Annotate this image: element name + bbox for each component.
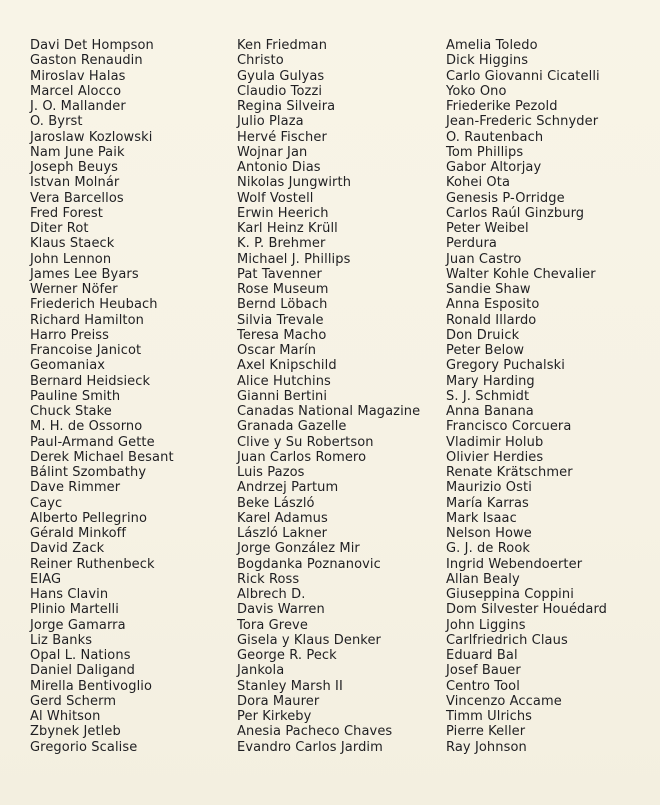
- name-entry: Beke László: [237, 495, 315, 511]
- name-entry: Cayc: [30, 495, 63, 511]
- name-entry: Chuck Stake: [30, 404, 112, 419]
- name-entry: Karel Adamus: [237, 510, 328, 526]
- name-entry: O. Byrst: [30, 114, 83, 130]
- name-entry: Peter Weibel: [446, 221, 529, 236]
- name-entry: Anesia Pacheco Chaves: [237, 724, 393, 740]
- name-entry: Fred Forest: [30, 205, 103, 221]
- name-entry: Andrzej Partum: [237, 480, 339, 496]
- name-entry: Juan Castro: [446, 251, 522, 267]
- name-entry: Harro Preiss: [30, 327, 110, 343]
- name-entry: Allan Bealy: [446, 571, 520, 587]
- name-entry: Sandie Shaw: [446, 282, 531, 297]
- name-entry: Ingrid Webendoerter: [446, 556, 583, 572]
- name-entry: Anna Banana: [446, 404, 534, 419]
- name-entry: Oscar Marín: [237, 343, 317, 358]
- name-entry: Josef Bauer: [446, 663, 521, 679]
- name-entry: Wojnar Jan: [237, 144, 308, 160]
- name-entry: Mirella Bentivoglio: [30, 678, 153, 694]
- name-entry: Miroslav Halas: [30, 68, 126, 84]
- name-entry: Gianni Bertini: [237, 388, 328, 404]
- name-entry: Tom Phillips: [446, 144, 524, 160]
- name-column-3: [446, 38, 607, 755]
- name-entry: Istvan Molnár: [30, 175, 120, 191]
- name-entry: Friederike Pezold: [446, 99, 558, 114]
- name-entry: Kohei Ota: [446, 175, 511, 191]
- name-entry: Gerd Scherm: [30, 693, 117, 709]
- name-entry: Pauline Smith: [30, 388, 121, 404]
- name-entry: Nam June Paik: [30, 144, 125, 160]
- name-entry: Gabor Altorjay: [446, 160, 542, 175]
- name-entry: Centro Tool: [446, 678, 520, 694]
- name-entry: Vincenzo Accame: [446, 693, 562, 709]
- name-entry: Gregory Puchalski: [446, 358, 565, 374]
- name-entry: Karl Heinz Krüll: [237, 221, 338, 236]
- name-entry: Dick Higgins: [446, 53, 529, 69]
- name-entry: S. J. Schmidt: [446, 388, 530, 404]
- name-entry: Bernd Löbach: [237, 297, 328, 313]
- name-entry: Clive y Su Robertson: [237, 434, 374, 450]
- name-entry: Alberto Pellegrino: [30, 510, 148, 526]
- name-entry: Francisco Corcuera: [446, 419, 572, 435]
- name-entry: M. H. de Ossorno: [30, 419, 143, 435]
- name-entry: Dom Silvester Houédard: [446, 602, 608, 618]
- name-entry: Michael J. Phillips: [237, 251, 351, 267]
- name-entry: George R. Peck: [237, 648, 337, 663]
- name-entry: Juan Carlos Romero: [237, 449, 367, 465]
- name-entry: J. O. Mallander: [30, 99, 126, 114]
- name-entry: Walter Kohle Chevalier: [446, 266, 596, 282]
- name-entry: Pat Tavenner: [237, 266, 322, 282]
- name-entry: Klaus Staeck: [30, 236, 115, 252]
- name-entry: Per Kirkeby: [237, 709, 312, 724]
- name-entry: Diter Rot: [30, 221, 89, 236]
- name-entry: Anna Esposito: [446, 297, 540, 313]
- name-entry: Mary Harding: [446, 373, 535, 389]
- name-entry: Zbynek Jetleb: [30, 724, 121, 740]
- name-entry: Peter Below: [446, 343, 525, 358]
- name-entry: Don Druick: [446, 327, 520, 343]
- name-entry: Regina Silveira: [237, 99, 336, 114]
- name-entry: Vladimir Holub: [446, 434, 544, 450]
- name-entry: Gyula Gulyas: [237, 68, 325, 84]
- name-entry: Christo: [237, 53, 284, 69]
- name-entry: Evandro Carlos Jardim: [237, 739, 383, 755]
- name-entry: Teresa Macho: [237, 327, 327, 343]
- name-entry: Davis Warren: [237, 602, 325, 618]
- name-entry: Derek Michael Besant: [30, 449, 174, 465]
- name-entry: John Lennon: [30, 251, 112, 267]
- name-entry: Luis Pazos: [237, 465, 305, 480]
- name-entry: Carlo Giovanni Cicatelli: [446, 68, 600, 84]
- name-entry: EIAG: [30, 571, 62, 587]
- name-entry: Gregorio Scalise: [30, 739, 138, 755]
- name-entry: Granada Gazelle: [237, 419, 347, 435]
- name-entry: Carlos Raúl Ginzburg: [446, 205, 585, 221]
- name-entry: Al Whitson: [30, 709, 101, 724]
- name-entry: Carlfriedrich Claus: [446, 632, 568, 648]
- name-entry: Bogdanka Poznanovic: [237, 556, 381, 572]
- name-entry: Reiner Ruthenbeck: [30, 556, 155, 572]
- name-column-1: [30, 38, 174, 755]
- name-entry: Amelia Toledo: [446, 38, 538, 53]
- name-entry: Nikolas Jungwirth: [237, 175, 352, 191]
- name-entry: Opal L. Nations: [30, 648, 131, 663]
- name-entry: Paul-Armand Gette: [30, 434, 155, 450]
- name-entry: Olivier Herdies: [446, 449, 544, 465]
- name-entry: Geomaniax: [30, 358, 106, 374]
- name-entry: K. P. Brehmer: [237, 236, 326, 252]
- name-entry: John Liggins: [446, 617, 526, 633]
- name-entry: László Lakner: [237, 526, 328, 541]
- name-entry: Rose Museum: [237, 282, 329, 297]
- name-entry: Marcel Alocco: [30, 83, 122, 99]
- name-entry: Dave Rimmer: [30, 480, 121, 496]
- name-entry: Bálint Szombathy: [30, 465, 147, 480]
- name-entry: Francoise Janicot: [30, 343, 142, 358]
- name-entry: Axel Knipschild: [237, 358, 337, 374]
- name-entry: Gaston Renaudin: [30, 53, 143, 69]
- name-entry: Liz Banks: [30, 632, 93, 648]
- name-entry: Genesis P-Orridge: [446, 190, 565, 206]
- name-entry: James Lee Byars: [30, 266, 139, 282]
- name-entry: Hervé Fischer: [237, 129, 327, 145]
- name-entry: Maurizio Osti: [446, 480, 532, 496]
- name-entry: Eduard Bal: [446, 648, 518, 663]
- name-entry: Davi Det Hompson: [30, 38, 154, 53]
- name-entry: Friederich Heubach: [30, 297, 158, 313]
- name-entry: Tora Greve: [237, 617, 308, 633]
- name-entry: Julio Plaza: [237, 114, 304, 130]
- name-entry: Silvia Trevale: [237, 312, 324, 328]
- name-entry: Ken Friedman: [237, 38, 328, 53]
- name-entry: Dora Maurer: [237, 693, 320, 709]
- name-entry: Ronald Illardo: [446, 312, 537, 328]
- name-entry: María Karras: [446, 495, 529, 511]
- name-entry: Werner Nöfer: [30, 282, 118, 297]
- name-entry: Gérald Minkoff: [30, 526, 127, 541]
- name-entry: Bernard Heidsieck: [30, 373, 151, 389]
- name-entry: Nelson Howe: [446, 526, 532, 541]
- name-entry: Perdura: [446, 236, 497, 252]
- name-entry: Jaroslaw Kozlowski: [30, 129, 153, 145]
- name-column-2: [237, 38, 420, 755]
- name-entry: Alice Hutchins: [237, 373, 331, 389]
- name-entry: Daniel Daligand: [30, 663, 135, 679]
- name-entry: Jankola: [237, 663, 285, 679]
- name-entry: Mark Isaac: [446, 510, 517, 526]
- name-entry: Wolf Vostell: [237, 190, 314, 206]
- name-entry: Stanley Marsh II: [237, 678, 343, 694]
- name-entry: Hans Clavin: [30, 587, 109, 602]
- name-entry: Canadas National Magazine: [237, 404, 421, 419]
- name-entry: Jorge Gamarra: [30, 617, 126, 633]
- name-entry: Pierre Keller: [446, 724, 526, 740]
- name-entry: Ray Johnson: [446, 739, 527, 755]
- name-entry: Albrech D.: [237, 587, 306, 602]
- name-entry: Giuseppina Coppini: [446, 587, 574, 602]
- name-entry: Antonio Dias: [237, 160, 321, 175]
- name-entry: Vera Barcellos: [30, 190, 124, 206]
- name-entry: Plinio Martelli: [30, 602, 119, 618]
- name-entry: Joseph Beuys: [30, 160, 119, 175]
- name-entry: Richard Hamilton: [30, 312, 145, 328]
- name-entry: Renate Krätschmer: [446, 465, 573, 480]
- name-entry: O. Rautenbach: [446, 129, 544, 145]
- name-entry: Timm Ulrichs: [446, 709, 533, 724]
- name-entry: Rick Ross: [237, 571, 300, 587]
- name-entry: Claudio Tozzi: [237, 83, 323, 99]
- name-entry: G. J. de Rook: [446, 541, 531, 557]
- name-entry: David Zack: [30, 541, 105, 557]
- name-entry: Jorge González Mir: [237, 541, 360, 557]
- name-entry: Yoko Ono: [446, 83, 507, 99]
- name-entry: Jean-Frederic Schnyder: [446, 114, 599, 130]
- name-entry: Gisela y Klaus Denker: [237, 632, 381, 648]
- name-entry: Erwin Heerich: [237, 205, 329, 221]
